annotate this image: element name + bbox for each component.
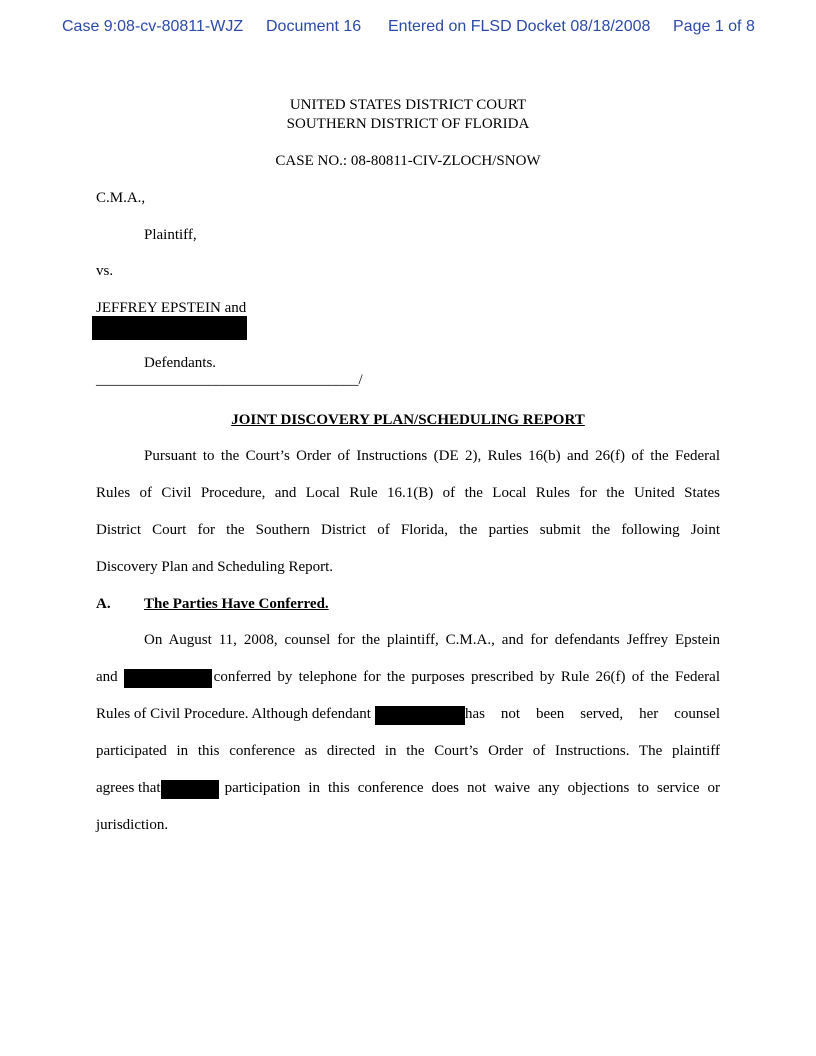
document-title: JOINT DISCOVERY PLAN/SCHEDULING REPORT: [231, 412, 585, 428]
intro-line-2: Rules of Civil Procedure, and Local Rule 16.1(B) of the Local Rules for the United States: [96, 485, 720, 501]
case-number: CASE NO.: 08-80811-CIV-ZLOCH/SNOW: [275, 153, 541, 169]
defendant-name: JEFFREY EPSTEIN and: [96, 300, 247, 316]
redaction-block: [375, 706, 465, 725]
stamp-page-count: Page 1 of 8: [673, 18, 755, 35]
caption-signature-line: ___________________________________/: [96, 372, 363, 388]
redaction-block: [124, 669, 212, 688]
section-a-line-3: [96, 706, 720, 725]
section-a-line-5: [96, 780, 720, 799]
section-a-line-3-start: Rules of Civil Procedure. Although defendant: [96, 706, 371, 722]
stamp-case-number: Case 9:08-cv-80811-WJZ: [62, 18, 244, 35]
section-a-line-6: jurisdiction.: [96, 817, 169, 833]
plaintiff-name: C.M.A.,: [96, 190, 146, 206]
intro-line-3: District Court for the Southern District of Florida, the parties submit the following Joint: [96, 522, 720, 538]
intro-line-1: Pursuant to the Court’s Order of Instructions (DE 2), Rules 16(b) and 26(f) of the Federal: [144, 448, 720, 464]
section-a-line-3-end: has not been served, her counsel: [464, 706, 720, 722]
court-district: SOUTHERN DISTRICT OF FLORIDA: [286, 116, 530, 132]
court-name: UNITED STATES DISTRICT COURT: [289, 97, 527, 113]
section-a-line-5-start: agrees that: [96, 780, 161, 796]
intro-line-4: Discovery Plan and Scheduling Report.: [96, 559, 334, 575]
redaction-block: [92, 316, 247, 340]
section-a-line-2: [96, 669, 720, 688]
section-a-line-4: participated in this conference as directed in the Court’s Order of Instructions. The plaintiff: [96, 743, 720, 759]
plaintiff-role: Plaintiff,: [144, 227, 197, 243]
section-a-line-5-end: participation in this conference does not waive any objections to service or: [224, 780, 720, 796]
section-a-letter: A.: [96, 596, 111, 612]
section-a-line-2-start: and: [96, 669, 118, 685]
section-a-heading: The Parties Have Conferred.: [144, 596, 329, 612]
versus-label: vs.: [96, 263, 114, 279]
section-a-line-1: On August 11, 2008, counsel for the plaintiff, C.M.A., and for defendants Jeffrey Epstein: [144, 632, 720, 648]
defendant-role: Defendants.: [144, 355, 217, 371]
redaction-block: [161, 780, 219, 799]
stamp-document-number: Document 16: [266, 18, 362, 35]
stamp-entered-date: Entered on FLSD Docket 08/18/2008: [388, 18, 651, 35]
section-a-line-2-end: conferred by telephone for the purposes prescribed by Rule 26(f) of the Federal: [213, 669, 720, 685]
